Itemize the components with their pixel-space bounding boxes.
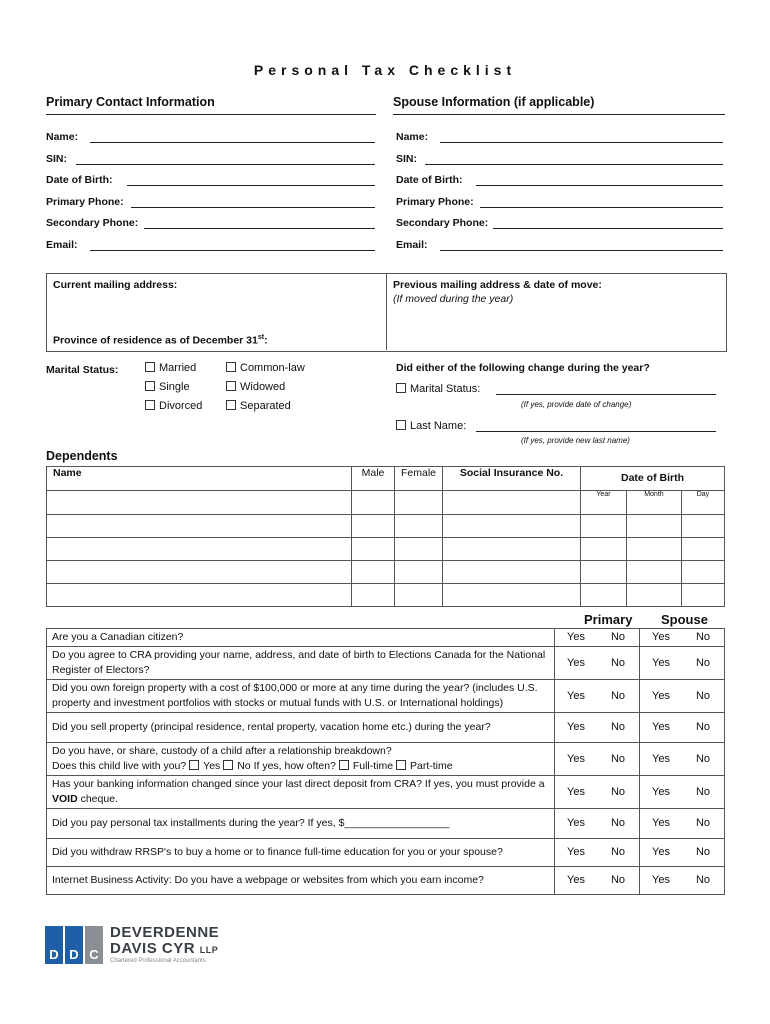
primary-field-input[interactable] — [144, 228, 375, 229]
dependents-heading: Dependents — [46, 449, 118, 463]
marital-widowed[interactable]: Widowed — [226, 381, 285, 393]
spouse-yes-option[interactable]: Yes — [640, 680, 683, 713]
checkbox-icon[interactable] — [396, 383, 406, 393]
spouse-yes-option[interactable]: Yes — [640, 867, 683, 895]
primary-yes-option[interactable]: Yes — [555, 776, 598, 809]
spouse-yes-option[interactable]: Yes — [640, 776, 683, 809]
spouse-yes-option[interactable]: Yes — [640, 713, 683, 743]
primary-yes-option[interactable]: Yes — [555, 867, 598, 895]
logo-line2: DAVIS CYR LLP — [110, 940, 219, 957]
dependents-table — [46, 466, 725, 607]
spouse-field-label: SIN: — [396, 153, 417, 165]
primary-field-label: Primary Phone: — [46, 196, 124, 208]
col-year: Year — [581, 491, 627, 515]
question-text: Has your banking information changed since your last direct deposit from CRA? If yes, you must provide a VOID cheque. — [47, 776, 555, 809]
spouse-yes-option[interactable]: Yes — [640, 629, 683, 647]
checkbox-icon[interactable] — [396, 420, 406, 430]
question-text: Did you sell property (principal residence, rental property, vacation home etc.) during the year? — [47, 713, 555, 743]
page-title: Personal Tax Checklist — [253, 62, 517, 78]
primary-no-option[interactable]: No — [597, 809, 640, 839]
primary-yes-option[interactable]: Yes — [555, 713, 598, 743]
spouse-field-input[interactable] — [480, 207, 723, 208]
change-lastname[interactable]: Last Name: — [396, 420, 466, 432]
primary-no-option[interactable]: No — [597, 713, 640, 743]
spouse-no-option[interactable]: No — [682, 713, 725, 743]
spouse-field-label: Secondary Phone: — [396, 217, 489, 229]
col-dob: Date of Birth — [581, 467, 725, 491]
primary-no-option[interactable]: No — [597, 743, 640, 776]
primary-field-label: Email: — [46, 239, 78, 251]
primary-no-option[interactable]: No — [597, 680, 640, 713]
question-row — [47, 839, 725, 867]
checkbox-icon[interactable] — [226, 381, 236, 391]
company-logo — [45, 926, 103, 964]
cell[interactable] — [352, 491, 395, 515]
spouse-heading: Spouse Information (if applicable) — [393, 95, 595, 109]
previous-address-note: (If moved during the year) — [393, 293, 514, 305]
spouse-yes-option[interactable]: Yes — [640, 839, 683, 867]
spouse-field-label: Email: — [396, 239, 428, 251]
cell[interactable] — [47, 491, 352, 515]
address-divider — [386, 273, 387, 350]
primary-heading: Primary Contact Information — [46, 95, 215, 109]
spouse-field-label: Primary Phone: — [396, 196, 474, 208]
logo-letter: D — [65, 926, 83, 964]
spouse-field-label: Name: — [396, 131, 429, 143]
cell[interactable] — [443, 491, 581, 515]
question-text: Did you own foreign property with a cost of $100,000 or more at any time during the year? (includes U.S. property and investment portfolios with stocks or mutual funds with U.S. or International holdings) — [47, 680, 555, 713]
table-row[interactable] — [47, 515, 725, 538]
marital-single[interactable]: Single — [145, 381, 190, 393]
spouse-field-input[interactable] — [425, 164, 723, 165]
primary-field-input[interactable] — [127, 185, 375, 186]
checkbox-icon[interactable] — [226, 400, 236, 410]
primary-field-input[interactable] — [90, 250, 375, 251]
primary-no-option[interactable]: No — [597, 647, 640, 680]
spouse-yes-option[interactable]: Yes — [640, 647, 683, 680]
logo-line1: DEVERDENNE — [110, 924, 220, 941]
question-text: Do you agree to CRA providing your name, address, and date of birth to Elections Canada for the National Register of Electors? — [47, 647, 555, 680]
checkbox-icon[interactable] — [223, 760, 233, 770]
question-row — [47, 647, 725, 680]
question-row — [47, 629, 725, 647]
marital-divorced[interactable]: Divorced — [145, 400, 202, 412]
spouse-no-option[interactable]: No — [682, 776, 725, 809]
spouse-no-option[interactable]: No — [682, 839, 725, 867]
primary-no-option[interactable]: No — [597, 867, 640, 895]
table-row[interactable] — [47, 584, 725, 607]
spouse-no-option[interactable]: No — [682, 867, 725, 895]
col-female: Female — [395, 467, 443, 491]
col-day: Day — [681, 491, 724, 515]
question-text: Do you have, or share, custody of a child after a relationship breakdown? Does this child live with you? Yes No If yes, how often? Full-time Part-time — [47, 743, 555, 776]
primary-answer-header: Primary — [584, 612, 633, 627]
marital-married[interactable]: Married — [145, 362, 196, 374]
checkbox-icon[interactable] — [145, 362, 155, 372]
col-male: Male — [352, 467, 395, 491]
primary-no-option[interactable]: No — [597, 629, 640, 647]
question-row — [47, 776, 725, 809]
col-name: Name — [47, 467, 352, 491]
logo-tagline: Chartered Professional Accountants — [110, 958, 206, 964]
primary-field-label: Secondary Phone: — [46, 217, 139, 229]
question-row — [47, 743, 725, 776]
question-row — [47, 713, 725, 743]
current-address-label: Current mailing address: — [53, 279, 178, 291]
marital-common-law[interactable]: Common-law — [226, 362, 305, 374]
change-marital-line[interactable] — [496, 394, 716, 395]
change-marital[interactable]: Marital Status: — [396, 383, 480, 395]
primary-yes-option[interactable]: Yes — [555, 839, 598, 867]
primary-yes-option[interactable]: Yes — [555, 809, 598, 839]
spouse-field-input[interactable] — [440, 142, 723, 143]
province-label: Province of residence as of December 31st: — [53, 334, 268, 347]
primary-field-label: Name: — [46, 131, 79, 143]
primary-no-option[interactable]: No — [597, 839, 640, 867]
col-month: Month — [626, 491, 681, 515]
checkbox-icon[interactable] — [145, 381, 155, 391]
primary-no-option[interactable]: No — [597, 776, 640, 809]
primary-yes-option[interactable]: Yes — [555, 629, 598, 647]
spouse-yes-option[interactable]: Yes — [640, 809, 683, 839]
table-row[interactable] — [47, 538, 725, 561]
spouse-yes-option[interactable]: Yes — [640, 743, 683, 776]
checkbox-icon[interactable] — [226, 362, 236, 372]
spouse-no-option[interactable]: No — [682, 809, 725, 839]
primary-field-input[interactable] — [90, 142, 375, 143]
change-lastname-line[interactable] — [476, 431, 716, 432]
primary-yes-option[interactable]: Yes — [555, 743, 598, 776]
question-text: Internet Business Activity: Do you have a webpage or websites from which you earn income? — [47, 867, 555, 895]
spouse-field-label: Date of Birth: — [396, 174, 463, 186]
spouse-field-input[interactable] — [476, 185, 723, 186]
table-row[interactable] — [47, 561, 725, 584]
primary-field-label: Date of Birth: — [46, 174, 113, 186]
marital-status-label: Marital Status: — [46, 364, 119, 376]
spouse-field-input[interactable] — [440, 250, 723, 251]
previous-address-label: Previous mailing address & date of move: — [393, 279, 602, 291]
col-sin: Social Insurance No. — [443, 467, 581, 491]
cell[interactable] — [395, 491, 443, 515]
question-row — [47, 867, 725, 895]
spouse-answer-header: Spouse — [661, 612, 708, 627]
spouse-heading-rule — [393, 114, 725, 115]
changes-question: Did either of the following change during the year? — [396, 362, 650, 374]
primary-field-label: SIN: — [46, 153, 67, 165]
question-text: Did you withdraw RRSP's to buy a home or to finance full-time education for you or your spouse? — [47, 839, 555, 867]
primary-heading-rule — [46, 114, 376, 115]
checkbox-icon[interactable] — [189, 760, 199, 770]
primary-field-input[interactable] — [131, 207, 375, 208]
primary-field-input[interactable] — [76, 164, 375, 165]
marital-separated[interactable]: Separated — [226, 400, 291, 412]
checkbox-icon[interactable] — [339, 760, 349, 770]
checkbox-icon[interactable] — [145, 400, 155, 410]
question-row — [47, 680, 725, 713]
question-row — [47, 809, 725, 839]
primary-yes-option[interactable]: Yes — [555, 647, 598, 680]
logo-letter: C — [85, 926, 103, 964]
questions-table — [46, 628, 725, 895]
primary-yes-option[interactable]: Yes — [555, 680, 598, 713]
change-lastname-note: (If yes, provide new last name) — [521, 436, 630, 445]
question-text: Did you pay personal tax installments during the year? If yes, $__________________ — [47, 809, 555, 839]
spouse-no-option[interactable]: No — [682, 680, 725, 713]
spouse-no-option[interactable]: No — [682, 629, 725, 647]
spouse-no-option[interactable]: No — [682, 743, 725, 776]
spouse-no-option[interactable]: No — [682, 647, 725, 680]
question-text: Are you a Canadian citizen? — [47, 629, 555, 647]
checkbox-icon[interactable] — [396, 760, 406, 770]
spouse-field-input[interactable] — [493, 228, 723, 229]
logo-letter: D — [45, 926, 63, 964]
change-marital-note: (If yes, provide date of change) — [521, 400, 632, 409]
